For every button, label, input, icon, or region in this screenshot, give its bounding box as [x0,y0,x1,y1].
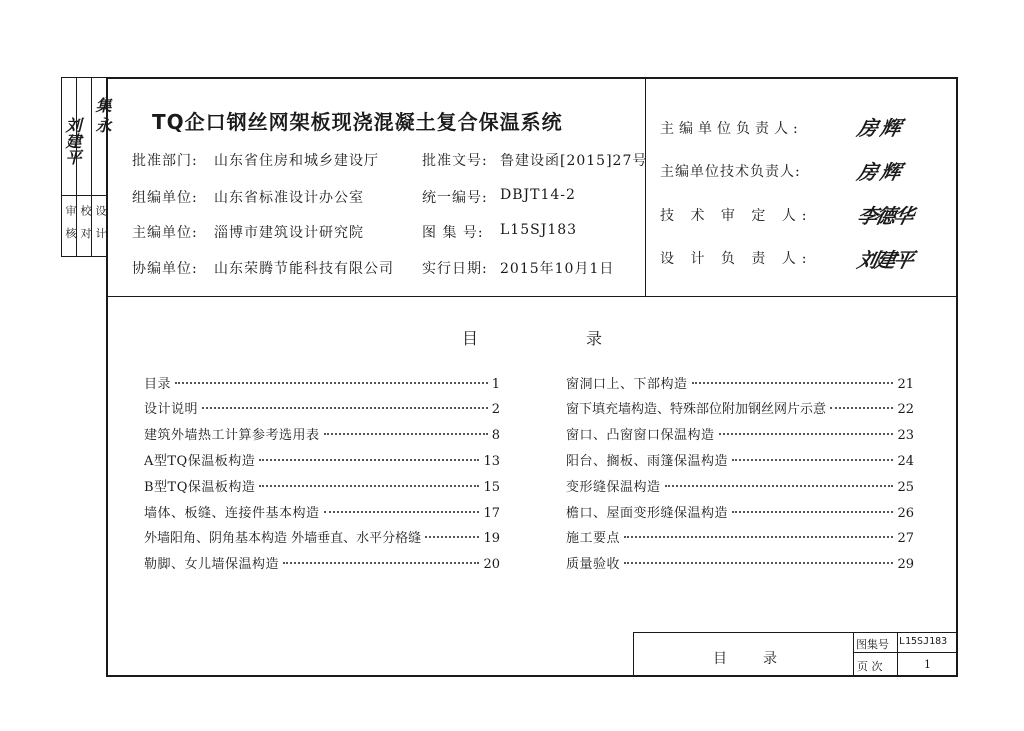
side-label-check: 校 对 [79,205,92,243]
toc-item-title: 窗洞口上、下部构造 [566,377,688,392]
info-label-chief-editor: 主编单位: [132,225,198,241]
toc-item-title: 阳台、搁板、雨篷保温构造 [566,454,729,469]
toc-item[interactable] [144,553,500,573]
signature-role: 主编单位负责人: [660,121,803,137]
toc-item[interactable] [144,527,500,547]
toc-item-title: B型TQ保温板构造 [144,480,256,495]
toc-item-title: A型TQ保温板构造 [144,454,256,469]
info-label-atlas-no: 图 集 号: [422,225,484,241]
toc-item-page: 26 [897,506,914,521]
info-label-unified-no: 统一编号: [422,190,488,206]
toc-item[interactable] [144,450,500,470]
side-label-review: 审 核 [64,205,77,243]
info-value-unified-no: DBJT14-2 [500,187,576,203]
info-label-doc-no: 批准文号: [422,153,488,169]
toc-heading-right: 录 [586,329,603,348]
header-vertical-divider [645,77,646,297]
title-block [633,632,958,677]
toc-item-page: 13 [483,454,500,469]
signature: 房 辉 [855,160,902,184]
signature: 房 辉 [855,116,902,140]
toc-item-title: 窗下填充墙构造、特殊部位附加钢丝网片示意 [566,402,827,417]
toc-item-page: 29 [897,557,914,572]
toc-item[interactable] [144,398,500,418]
toc-item[interactable] [144,502,500,522]
toc-item-title: 墙体、板缝、连接件基本构造 [144,506,320,521]
toc-item-page: 1 [491,377,500,392]
info-label-approver: 批准部门: [132,153,198,169]
toc-item-page: 2 [491,402,500,417]
toc-item[interactable] [144,424,500,444]
toc-item-title: 变形缝保温构造 [566,480,661,495]
toc-item[interactable] [566,527,914,547]
toc-item-page: 19 [483,531,500,546]
signature-role: 主编单位技术负责人: [660,164,801,180]
info-value-atlas-no: L15SJ183 [500,222,578,238]
info-label-co-editor: 协编单位: [132,261,198,277]
toc-item[interactable] [566,553,914,573]
toc-item-page: 15 [483,480,500,495]
signature-role: 设 计 负 责 人: [660,251,813,267]
atlas-title: TQ企口钢丝网架板现浇混凝土复合保温系统 [152,110,563,134]
toc-item[interactable] [566,502,914,522]
toc-item-title: 建筑外墙热工计算参考选用表 [144,428,320,443]
toc-item-page: 27 [897,531,914,546]
atlas-number-value: L15SJ183 [899,636,948,647]
toc-item-title: 施工要点 [566,531,621,546]
toc-item-page: 21 [897,377,914,392]
frame-right [956,77,958,677]
toc-item-title: 窗口、凸窗窗口保温构造 [566,428,715,443]
toc-item-title: 质量验收 [566,557,621,572]
toc-item[interactable] [566,398,914,418]
toc-item[interactable] [144,476,500,496]
side-signature-2: 刘建平 [63,117,82,165]
info-label-effective-date: 实行日期: [422,261,488,277]
toc-item-page: 24 [897,454,914,469]
info-value-organizer: 山东省标准设计办公室 [214,190,364,206]
frame-top [106,77,958,79]
toc-item[interactable] [566,373,914,393]
toc-item[interactable] [566,424,914,444]
toc-item[interactable] [566,450,914,470]
info-value-approver: 山东省住房和城乡建设厅 [214,153,379,169]
title-block-name-left: 目 [713,651,727,667]
toc-item-page: 20 [483,557,500,572]
toc-item-title: 目录 [144,377,172,392]
toc-item-title: 设计说明 [144,402,199,417]
toc-item-page: 22 [897,402,914,417]
frame-left [106,77,108,677]
toc-item[interactable] [144,373,500,393]
page-number-value: 1 [924,658,931,671]
title-block-name-right: 录 [763,651,777,667]
header-divider [106,296,958,297]
signature: 刘建平 [855,248,915,272]
side-signature-1: 集永 [93,97,112,137]
info-value-effective-date: 2015年10月1日 [500,261,615,277]
info-value-co-editor: 山东荣腾节能科技有限公司 [214,261,394,277]
info-value-doc-no: 鲁建设函[2015]27号 [500,153,648,169]
page-number-label: 页 次 [857,660,883,673]
toc-item[interactable] [566,476,914,496]
toc-heading-left: 目 [462,329,479,348]
toc-item-page: 25 [897,480,914,495]
info-label-organizer: 组编单位: [132,190,198,206]
atlas-number-label: 图集号 [856,638,889,651]
signature-role: 技 术 审 定 人: [660,208,813,224]
toc-item-page: 17 [483,506,500,521]
toc-item-page: 8 [491,428,500,443]
toc-item-title: 外墙阳角、阴角基本构造 外墙垂直、水平分格缝 [144,531,422,546]
toc-item-page: 23 [897,428,914,443]
side-strip [61,77,112,257]
side-label-design: 设 计 [94,205,107,243]
signature: 李德华 [855,204,915,228]
toc-item-title: 檐口、屋面变形缝保温构造 [566,506,729,521]
info-value-chief-editor: 淄博市建筑设计研究院 [214,225,364,241]
toc-item-title: 勒脚、女儿墙保温构造 [144,557,280,572]
